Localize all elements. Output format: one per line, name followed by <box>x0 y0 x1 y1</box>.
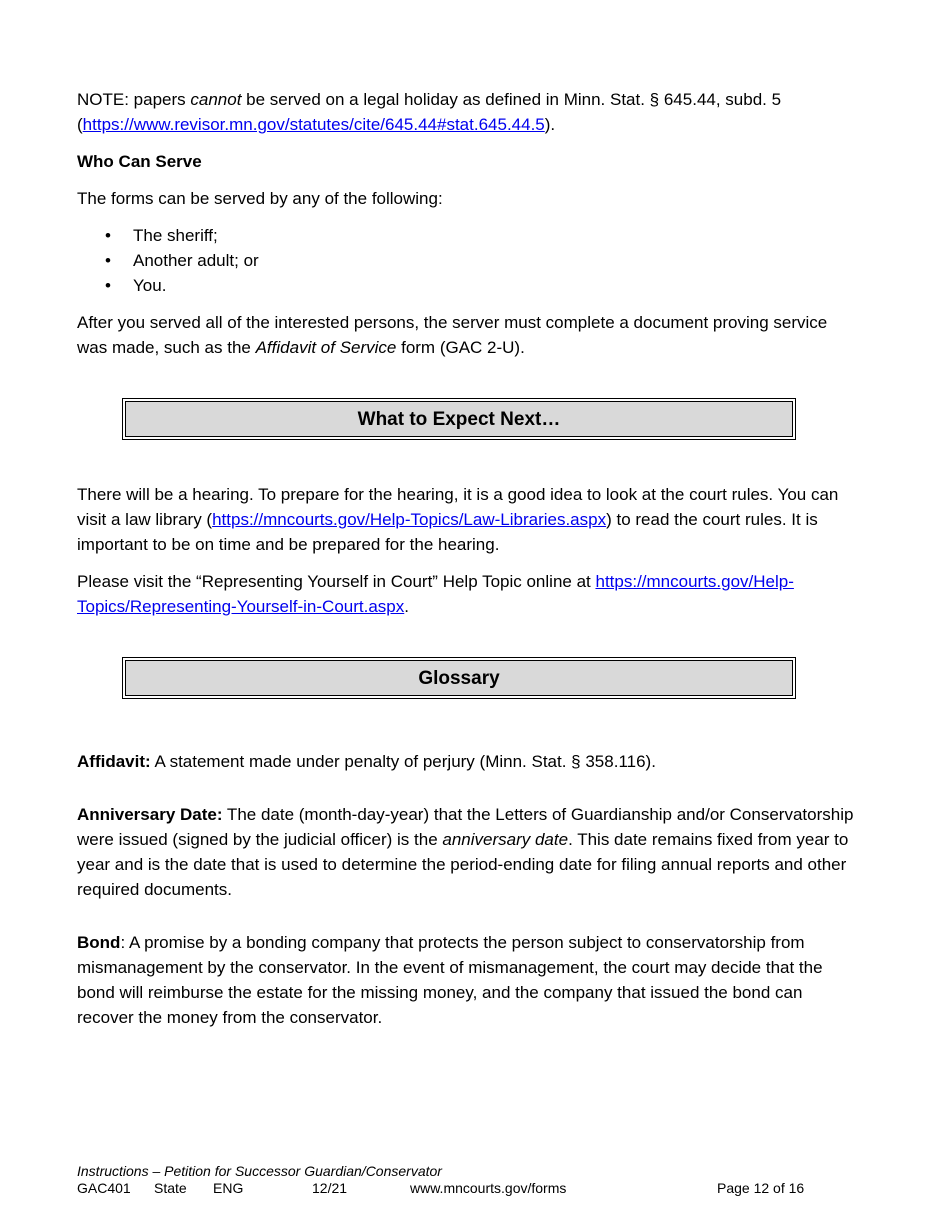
footer-form-code: GAC401 <box>77 1180 131 1196</box>
list-item: • Another adult; or <box>77 248 857 273</box>
footer-revision: 12/21 <box>312 1180 348 1196</box>
list-item: • The sheriff; <box>77 223 857 248</box>
bullet-icon: • <box>105 276 111 295</box>
list-item: • You. <box>77 273 857 298</box>
expect-next-title: What to Expect Next… <box>125 401 793 437</box>
who-can-serve-intro: The forms can be served by any of the following: <box>77 189 443 208</box>
server-list <box>77 223 857 298</box>
bullet-icon: • <box>105 251 111 270</box>
footer-document-title: Instructions – Petition for Successor Guardian/Conservator <box>77 1163 442 1179</box>
page-footer <box>77 1163 857 1197</box>
glossary-section-header <box>122 657 796 699</box>
bullet-icon: • <box>105 226 111 245</box>
proof-of-service-paragraph: After you served all of the interested persons, the server must complete a document proving service was made, such as the Affidavit of Service form (GAC 2-U). <box>77 313 828 357</box>
glossary-title: Glossary <box>125 660 793 696</box>
hearing-paragraph: There will be a hearing. To prepare for the hearing, it is a good idea to look at the court rules. You can visit a law library (https://mncourts.gov/Help-Topics/Law-Libraries.aspx) to read the court rules. It is important to be on time and be prepared for the hearing. <box>77 485 839 554</box>
footer-page-number: Page 12 of 16 <box>717 1180 805 1196</box>
legal-holiday-note: NOTE: papers cannot be served on a legal holiday as defined in Minn. Stat. § 645.44, subd. 5 (https://www.revisor.mn.gov/statutes/cite/645.44#stat.645.44.5). <box>77 90 782 134</box>
expect-next-section-header <box>122 398 796 440</box>
footer-website: www.mncourts.gov/forms <box>410 1180 567 1196</box>
document-page <box>77 87 857 1058</box>
glossary-entry-bond: Bond: A promise by a bonding company that protects the person subject to conservatorship from mismanagement by the conservator. In the event of mismanagement, the court may decide that the bond will reimburse the estate for the missing money, and the company that issued the bond can recover the money from the conservator. <box>77 933 823 1027</box>
who-can-serve-heading: Who Can Serve <box>77 152 202 171</box>
revisor-statute-link[interactable]: https://www.revisor.mn.gov/statutes/cite/645.44#stat.645.44.5 <box>82 115 545 134</box>
glossary-entry-affidavit: Affidavit: A statement made under penalty of perjury (Minn. Stat. § 358.116). <box>77 752 656 771</box>
footer-meta-row <box>77 1180 857 1197</box>
representing-yourself-link[interactable]: https://mncourts.gov/Help-Topics/Representing-Yourself-in-Court.aspx <box>77 572 794 616</box>
glossary-entry-anniversary-date: Anniversary Date: The date (month-day-year) that the Letters of Guardianship and/or Conservatorship were issued (signed by the judicial officer) is the anniversary date. This date remains fixed from year to year and is the date that is used to determine the period-ending date for filing annual reports and other required documents. <box>77 805 854 899</box>
footer-jurisdiction: State <box>154 1180 187 1196</box>
law-libraries-link[interactable]: https://mncourts.gov/Help-Topics/Law-Libraries.aspx <box>212 510 607 529</box>
representing-yourself-paragraph: Please visit the “Representing Yourself in Court” Help Topic online at https://mncourts.gov/Help-Topics/Representing-Yourself-in-Court.aspx. <box>77 572 794 616</box>
footer-language: ENG <box>213 1180 244 1196</box>
